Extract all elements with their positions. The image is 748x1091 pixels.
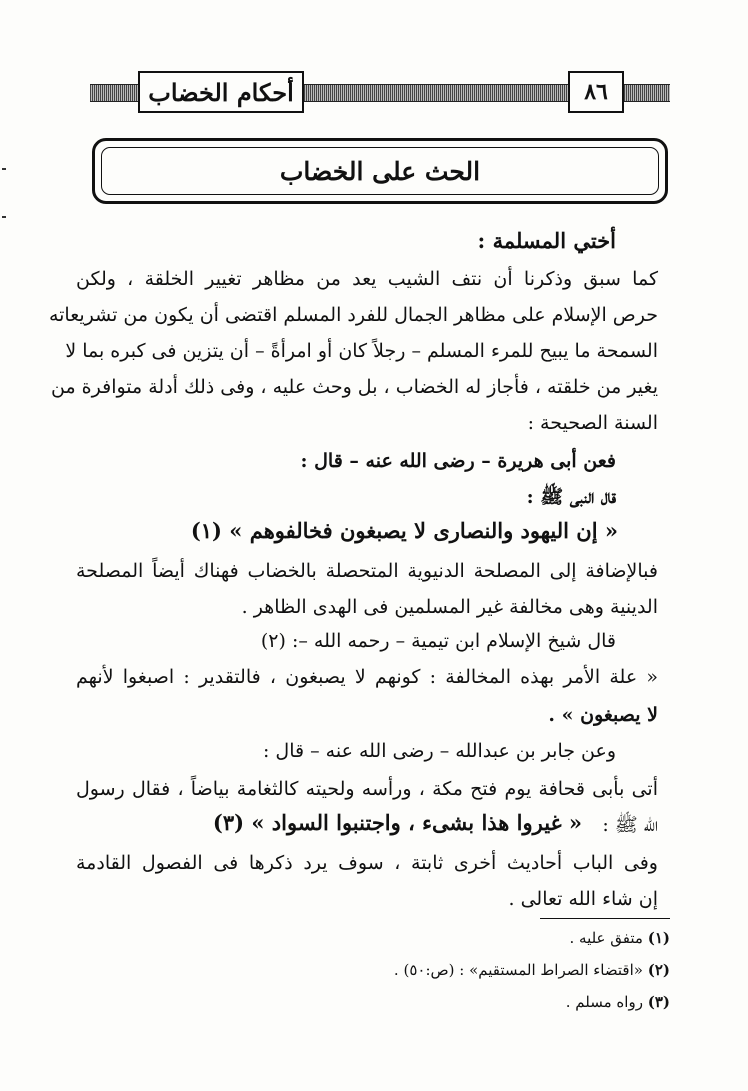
quote-line: « علة الأمر بهذه المخالفة : كونهم لا يصبغون ، فالتقدير : اصبغوا لأنهم	[76, 666, 658, 688]
hadith-line: « غيروا هذا بشىء ، واجتنبوا السواد » (٣)	[212, 810, 582, 835]
margin-mark	[2, 168, 6, 170]
footnote-number: (٢)	[647, 961, 670, 979]
chapter-title-inner	[101, 147, 659, 195]
paragraph-line: أتى بأبى قحافة يوم فتح مكة ، ورأسه ولحيته كالثغامة بياضاً ، فقال رسول	[76, 778, 658, 800]
footnote	[566, 990, 670, 1014]
paragraph-line: الدينية وهى مخالفة غير المسلمين فى الهدى الظاهر .	[241, 596, 658, 618]
chapter-title: الحث على الخضاب	[279, 156, 481, 186]
footnote	[569, 926, 670, 950]
hadith-prefix: الله ﷺ :	[602, 814, 658, 836]
chapter-title-frame	[92, 138, 668, 204]
book-title-box	[138, 71, 304, 113]
paragraph-line: حرص الإسلام على مظاهر الجمال للفرد المسلم اقتضى أن يكون من تشريعاته	[48, 304, 658, 326]
address-line: أختي المسلمة :	[477, 228, 616, 253]
narration-line: فعن أبى هريرة – رضى الله عنه – قال :	[300, 450, 616, 472]
footnote-number: (١)	[647, 929, 670, 947]
paragraph-line: وفى الباب أحاديث أخرى ثابتة ، سوف يرد ذكرها فى الفصول القادمة	[76, 852, 658, 874]
paragraph-line: إن شاء الله تعالى .	[508, 888, 658, 910]
footnote-separator	[540, 918, 670, 919]
footnote-text: رواه مسلم .	[565, 993, 643, 1011]
page-header	[90, 68, 670, 112]
footnote-text: «اقتضاء الصراط المستقيم» : (ص:٥٠) .	[393, 961, 643, 979]
quote-line: لا يصبغون » .	[548, 704, 658, 726]
quote-attribution: قال شيخ الإسلام ابن تيمية – رحمه الله –: (٢)	[260, 630, 616, 652]
paragraph-line: فبالإضافة إلى المصلحة الدنيوية المتحصلة بالخضاب فهناك أيضاً المصلحة	[76, 560, 658, 582]
footnote	[394, 958, 670, 982]
hadith-line: « إن اليهود والنصارى لا يصبغون فخالفوهم » (١)	[190, 518, 618, 543]
prophet-said-line: قال النبى ﷺ :	[526, 486, 616, 508]
footnote-number: (٣)	[647, 993, 670, 1011]
paragraph-line: السنة الصحيحة :	[527, 412, 658, 434]
paragraph-line: كما سبق وذكرنا أن نتف الشيب يعد من مظاهر تغيير الخلقة ، ولكن	[76, 268, 658, 290]
page-number: ٨٦	[584, 79, 608, 105]
paragraph-line: يغير من خلقته ، فأجاز له الخضاب ، بل وحث عليه ، وفى ذلك أدلة متوافرة من	[51, 376, 658, 398]
paragraph-line: السمحة ما يبيح للمرء المسلم – رجلاً كان أو امرأةً – أن يتزين فى كبره بما لا	[65, 340, 658, 362]
narration-line: وعن جابر بن عبدالله – رضى الله عنه – قال :	[262, 740, 616, 762]
page-number-box	[568, 71, 624, 113]
footnote-text: متفق عليه .	[569, 929, 643, 947]
margin-mark	[2, 216, 6, 218]
book-title: أحكام الخضاب	[148, 77, 294, 107]
